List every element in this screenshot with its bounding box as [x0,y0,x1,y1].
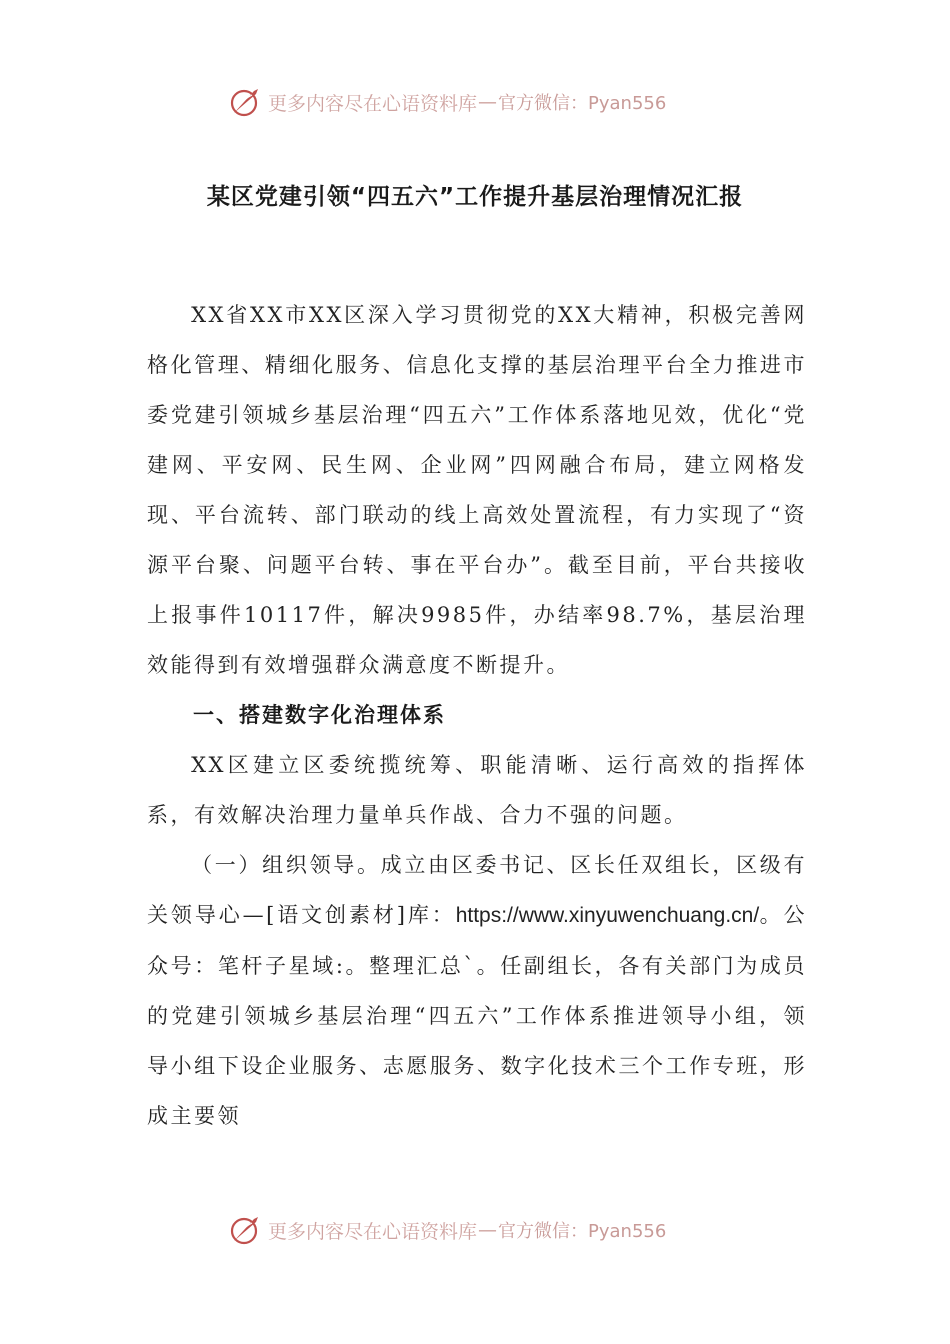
document-title: 某区党建引领“四五六”工作提升基层治理情况汇报 [206,184,744,210]
banner-separator: — [478,1219,498,1241]
banner-separator: — [478,91,498,113]
footer-watermark-banner [228,1210,748,1250]
subsection-text-b: 。公众号：笔杆子星域:。整理汇总`。任副组长，各有关部门为成员的党建引领城乡基层治理“四五六”工作体系推进领导小组，领导小组下设企业服务、志愿服务、数字化技术三个工作专班，形成主要领 [147,903,808,1128]
banner-official-account: 官方微信：Pyan556 [498,93,667,114]
header-watermark-banner [228,82,748,122]
intro-paragraph: XX省XX市XX区深入学习贯彻党的XX大精神，积极完善网格化管理、精细化服务、信息化支撑的基层治理平台全力推进市委党建引领城乡基层治理“四五六”工作体系落地见效，优化“党建网、平安网、民生网、企业网”四网融合布局，建立网格发现、平台流转、部门联动的线上高效处置流程，有力实现了“资源平台聚、问题平台转、事在平台办”。截至目前，平台共接收上报事件10117件，解决9985件，办结率98.7%，基层治理效能得到有效增强群众满意度不断提升。 [147,303,807,677]
banner-official-account: 官方微信：Pyan556 [498,1221,667,1242]
quill-logo-icon [228,85,262,119]
section-heading: 一、搭建数字化治理体系 [193,703,446,727]
document-body [147,290,807,1141]
subsection-text-a: （一）组织领导。成立由区委书记、区长任双组长，区级有关领导心—[语文创素材]库： [147,853,807,927]
source-url-link[interactable]: https://www.xinyuwenchuang.cn/ [455,904,760,927]
banner-text: 更多内容尽在心语资料库 [268,92,478,115]
section-paragraph: XX区建立区委统揽统筹、职能清晰、运行高效的指挥体系，有效解决治理力量单兵作战、合力不强的问题。 [147,753,807,827]
quill-logo-icon [228,1213,262,1247]
banner-text: 更多内容尽在心语资料库 [268,1220,478,1243]
subsection-paragraph [147,840,807,1141]
